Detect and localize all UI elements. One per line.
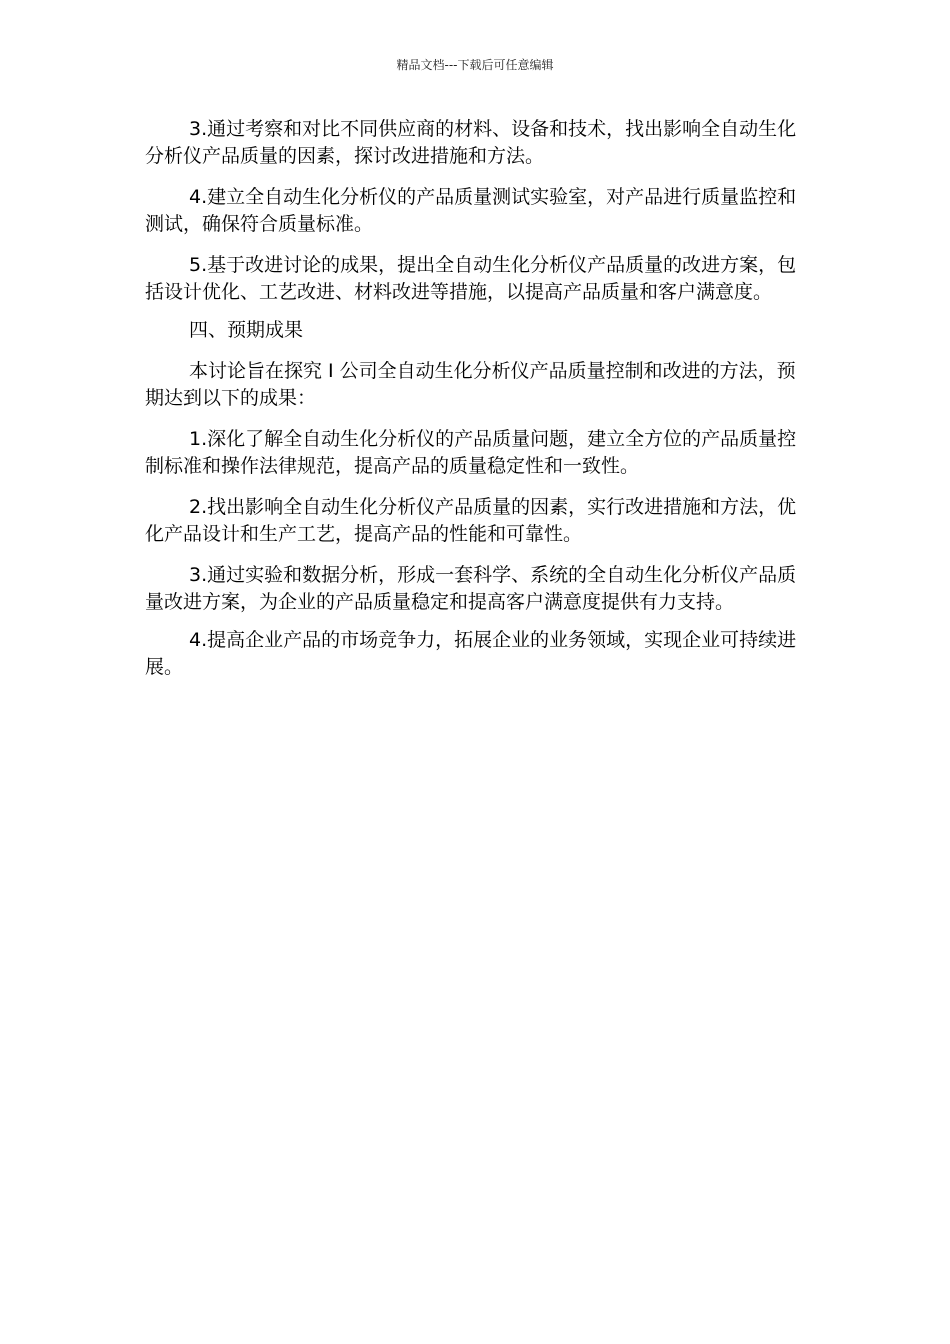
section-heading-expected-results: 四、预期成果	[189, 319, 304, 341]
paragraph-expected-result-3: 3.通过实验和数据分析，形成一套科学、系统的全自动生化分析仪产品质量改进方案，为企业的产品质量稳定和提高客户满意度提供有力支持。	[145, 564, 797, 613]
paragraph-expected-result-2: 2.找出影响全自动生化分析仪产品质量的因素，实行改进措施和方法，优化产品设计和生产工艺，提高产品的性能和可靠性。	[145, 496, 797, 545]
paragraph-expected-result-1: 1.深化了解全自动生化分析仪的产品质量问题，建立全方位的产品质量控制标准和操作法律规范，提高产品的质量稳定性和一致性。	[145, 428, 797, 477]
paragraph-expected-result-4: 4.提高企业产品的市场竞争力，拓展企业的业务领域，实现企业可持续进展。	[145, 629, 797, 678]
paragraph-research-content-3: 3.通过考察和对比不同供应商的材料、设备和技术，找出影响全自动生化分析仪产品质量的因素，探讨改进措施和方法。	[145, 118, 797, 167]
page-header: 精品文档---下载后可任意编辑	[396, 58, 554, 72]
paragraph-research-content-5: 5.基于改进讨论的成果，提出全自动生化分析仪产品质量的改进方案，包括设计优化、工艺改进、材料改进等措施，以提高产品质量和客户满意度。	[145, 254, 797, 303]
document-body	[145, 116, 813, 695]
paragraph-research-content-4: 4.建立全自动生化分析仪的产品质量测试实验室，对产品进行质量监控和测试，确保符合质量标准。	[145, 186, 797, 235]
paragraph-expected-intro: 本讨论旨在探究 I 公司全自动生化分析仪产品质量控制和改进的方法，预期达到以下的成果：	[145, 360, 796, 409]
